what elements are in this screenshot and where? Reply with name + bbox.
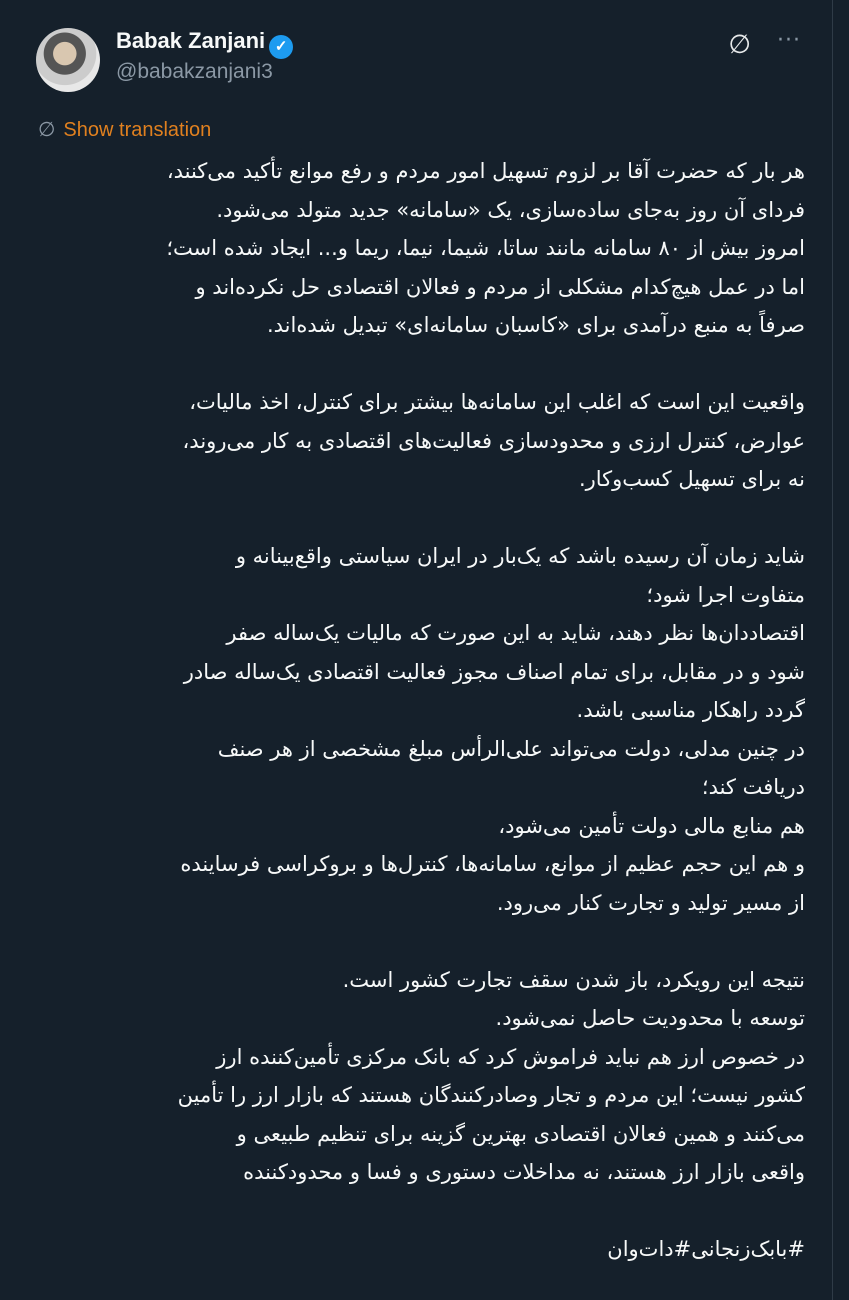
tweet-header xyxy=(36,28,809,92)
author-name: Babak Zanjani xyxy=(116,28,266,53)
tweet-line xyxy=(36,499,805,538)
tweet-line: کشور نیست؛ این مردم و تجار وصادرکنندگان هستند که بازار ارز را تأمین xyxy=(177,1083,805,1107)
author-handle[interactable]: @babakzanjani3 xyxy=(116,60,273,83)
tweet-line: واقعیت این است که اغلب این سامانه‌ها بیشتر برای کنترل، اخذ مالیات، xyxy=(189,390,805,414)
tweet-line: واقعی بازار ارز هستند، نه مداخلات دستوری و فسا و محدودکننده xyxy=(243,1160,805,1184)
tweet-line: فردای آن روز به‌جای ساده‌سازی، یک «سامانه» جدید متولد می‌شود. xyxy=(216,197,805,222)
tweet-line: امروز بیش از ۸۰ سامانه مانند ساتا، شیما، نیما، ریما و... ایجاد شده است؛ xyxy=(166,236,805,260)
hashtags[interactable]: #بابک‌زنجانی#دات‌وان xyxy=(607,1237,805,1261)
avatar[interactable] xyxy=(36,28,100,92)
tweet-line: دریافت کند؛ xyxy=(701,775,805,799)
grok-icon[interactable]: ∅ xyxy=(728,30,751,60)
tweet-line: در چنین مدلی، دولت می‌تواند علی‌الرأس مبلغ مشخصی از هر صنف xyxy=(217,736,805,761)
tweet-line xyxy=(36,922,805,961)
tweet-line: صرفاً به منبع درآمدی برای «کاسبان سامانه‌ای» تبدیل شده‌اند. xyxy=(266,313,805,337)
tweet-text xyxy=(36,152,805,1269)
author-name-link[interactable] xyxy=(116,28,293,59)
tweet-line: عوارض، کنترل ارزی و محدودسازی فعالیت‌های اقتصادی به کار می‌روند، xyxy=(182,428,805,453)
tweet-line xyxy=(36,1192,805,1231)
tweet-line: هم منابع مالی دولت تأمین می‌شود، xyxy=(498,813,805,838)
verified-badge-icon: ✓ xyxy=(269,35,293,59)
tweet-line: هر بار که حضرت آقا بر لزوم تسهیل امور مردم و رفع موانع تأکید می‌کنند، xyxy=(166,159,805,183)
tweet-line: در خصوص ارز هم نباید فراموش کرد که بانک مرکزی تأمین‌کننده ارز xyxy=(216,1044,805,1069)
tweet-line: از مسیر تولید و تجارت کنار می‌رود. xyxy=(496,890,805,915)
tweet-line: شود و در مقابل، برای تمام اصناف مجوز فعالیت اقتصادی یک‌ساله صادر xyxy=(183,659,805,684)
tweet-line: نه برای تسهیل کسب‌وکار. xyxy=(578,467,805,491)
tweet-line xyxy=(36,345,805,384)
tweet-line: متفاوت اجرا شود؛ xyxy=(646,582,805,607)
show-translation-button[interactable] xyxy=(38,117,211,142)
tweet-line: توسعه با محدودیت حاصل نمی‌شود. xyxy=(495,1006,805,1030)
tweet-line: نتیجه این رویکرد، باز شدن سقف تجارت کشور است. xyxy=(342,967,805,992)
tweet-line: اقتصاددان‌ها نظر دهند، شاید به این صورت که مالیات یک‌ساله صفر xyxy=(226,621,805,645)
tweet-line: می‌کنند و همین فعالان اقتصادی بهترین گزینه برای تنظیم طبیعی و xyxy=(236,1121,805,1146)
more-icon[interactable]: ··· xyxy=(777,28,801,53)
tweet-line: اما در عمل هیچ‌کدام مشکلی از مردم و فعالان اقتصادی حل نکرده‌اند و xyxy=(195,274,805,299)
show-translation-label: Show translation xyxy=(63,119,212,141)
grok-icon: ∅ xyxy=(38,119,56,141)
tweet-line: شاید زمان آن رسیده باشد که یک‌بار در ایران سیاستی واقع‌بینانه و xyxy=(235,544,805,568)
tweet-line: گردد راهکار مناسبی باشد. xyxy=(576,698,805,722)
tweet-line: و هم این حجم عظیم از موانع، سامانه‌ها، کنترل‌ها و بروکراسی فرساینده xyxy=(180,852,805,876)
